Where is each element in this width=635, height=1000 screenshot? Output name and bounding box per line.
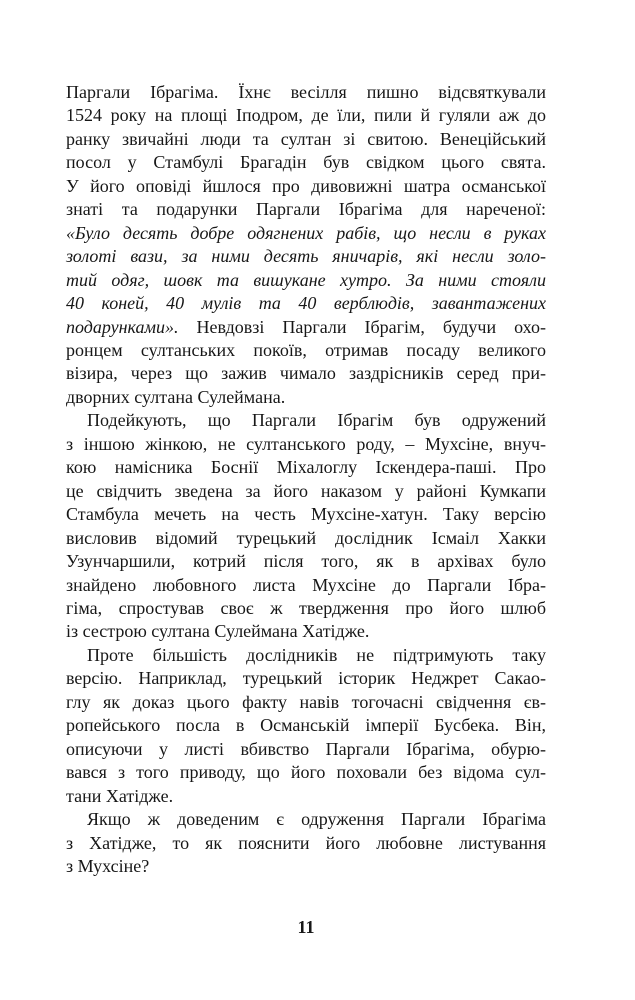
text-line: висловив відомий турецький дослідник Ісмаіл Хакки bbox=[66, 527, 546, 548]
text-line-quote: 40 коней, 40 мулів та 40 верблюдів, завантажених bbox=[66, 293, 546, 314]
text-line: вався з того приводу, що його поховали без відома сул- bbox=[66, 762, 546, 783]
quote-end-run: подарунками». bbox=[66, 316, 197, 337]
text-line-quote: «Було десять добре одягнених рабів, що несли в руках bbox=[66, 222, 546, 243]
text-line-quote: тий одяг, шовк та вишукане хутро. За ними стояли bbox=[66, 269, 546, 290]
text-column bbox=[66, 81, 546, 878]
text-line: версію. Наприклад, турецький історик Неджрет Сакао- bbox=[66, 668, 546, 689]
text-line: 1524 року на площі Іподром, де їли, пили й гуляли аж до bbox=[66, 105, 546, 126]
text-line: знаті та подарунки Паргали Ібрагіма для нареченої: bbox=[66, 199, 546, 220]
text-line: Стамбула мечеть на честь Мухсіне-хатун. Таку версію bbox=[66, 504, 546, 525]
text-line: кою намісника Боснії Міхалоглу Іскендера-паші. Про bbox=[66, 457, 546, 478]
text-line: з іншою жінкою, не султанського роду, – Мухсіне, внуч- bbox=[66, 433, 546, 454]
text-line: тани Хатідже. bbox=[66, 785, 174, 806]
text-line: Якщо ж доведеним є одруження Паргали Ібрагіма bbox=[87, 809, 546, 830]
text-line: знайдено любовного листа Мухсіне до Паргали Ібра- bbox=[66, 574, 546, 595]
text-line: Узунчаршили, котрий після того, як в архівах було bbox=[66, 551, 546, 572]
text-line: описуючи у листі вбивство Паргали Ібрагіма, обурю- bbox=[66, 738, 546, 759]
text-line: дворних султана Сулеймана. bbox=[66, 386, 286, 407]
text-line: Паргали Ібрагіма. Їхнє весілля пишно відсвяткували bbox=[66, 82, 546, 102]
text-line: з Мухсіне? bbox=[66, 855, 150, 876]
regular-run: Невдовзі Паргали Ібрагім, будучи охо- bbox=[196, 316, 546, 337]
text-line-mixed bbox=[66, 316, 546, 339]
text-line: із сестрою султана Сулеймана Хатідже. bbox=[66, 621, 370, 642]
text-line: посол у Стамбулі Брагадін був свідком цього свята. bbox=[66, 152, 546, 173]
paragraph bbox=[66, 409, 546, 644]
text-line: з Хатідже, то як пояснити його любовне листування bbox=[66, 832, 546, 853]
text-line-quote: золоті вази, за ними десять яничарів, які несли золо- bbox=[66, 246, 546, 267]
text-line: ропейського посла в Османській імперії Бусбека. Він, bbox=[66, 715, 546, 736]
text-line: ранку звичайні люди та султан зі свитою. Венеційський bbox=[66, 128, 546, 149]
text-line: У його оповіді йшлося про дивовижні шатра османської bbox=[66, 175, 546, 196]
text-line: глу як доказ цього факту навів тогочасні свідчення єв- bbox=[66, 691, 546, 712]
page-number: 11 bbox=[297, 917, 315, 937]
paragraph bbox=[66, 81, 546, 409]
text-line: Проте більшість дослідників не підтримують таку bbox=[87, 644, 546, 665]
paragraph bbox=[66, 808, 546, 878]
paragraph bbox=[66, 644, 546, 808]
text-line: візира, через що зажив чимало заздрісників серед при- bbox=[66, 363, 546, 384]
text-line: ронцем султанських покоїв, отримав посаду великого bbox=[66, 339, 546, 360]
text-line: Подейкують, що Паргали Ібрагім був одружений bbox=[87, 410, 546, 431]
text-line: гіма, спростував своє ж твердження про його шлюб bbox=[66, 597, 546, 618]
text-line: це свідчить зведена за його наказом у районі Кумкапи bbox=[66, 480, 546, 501]
